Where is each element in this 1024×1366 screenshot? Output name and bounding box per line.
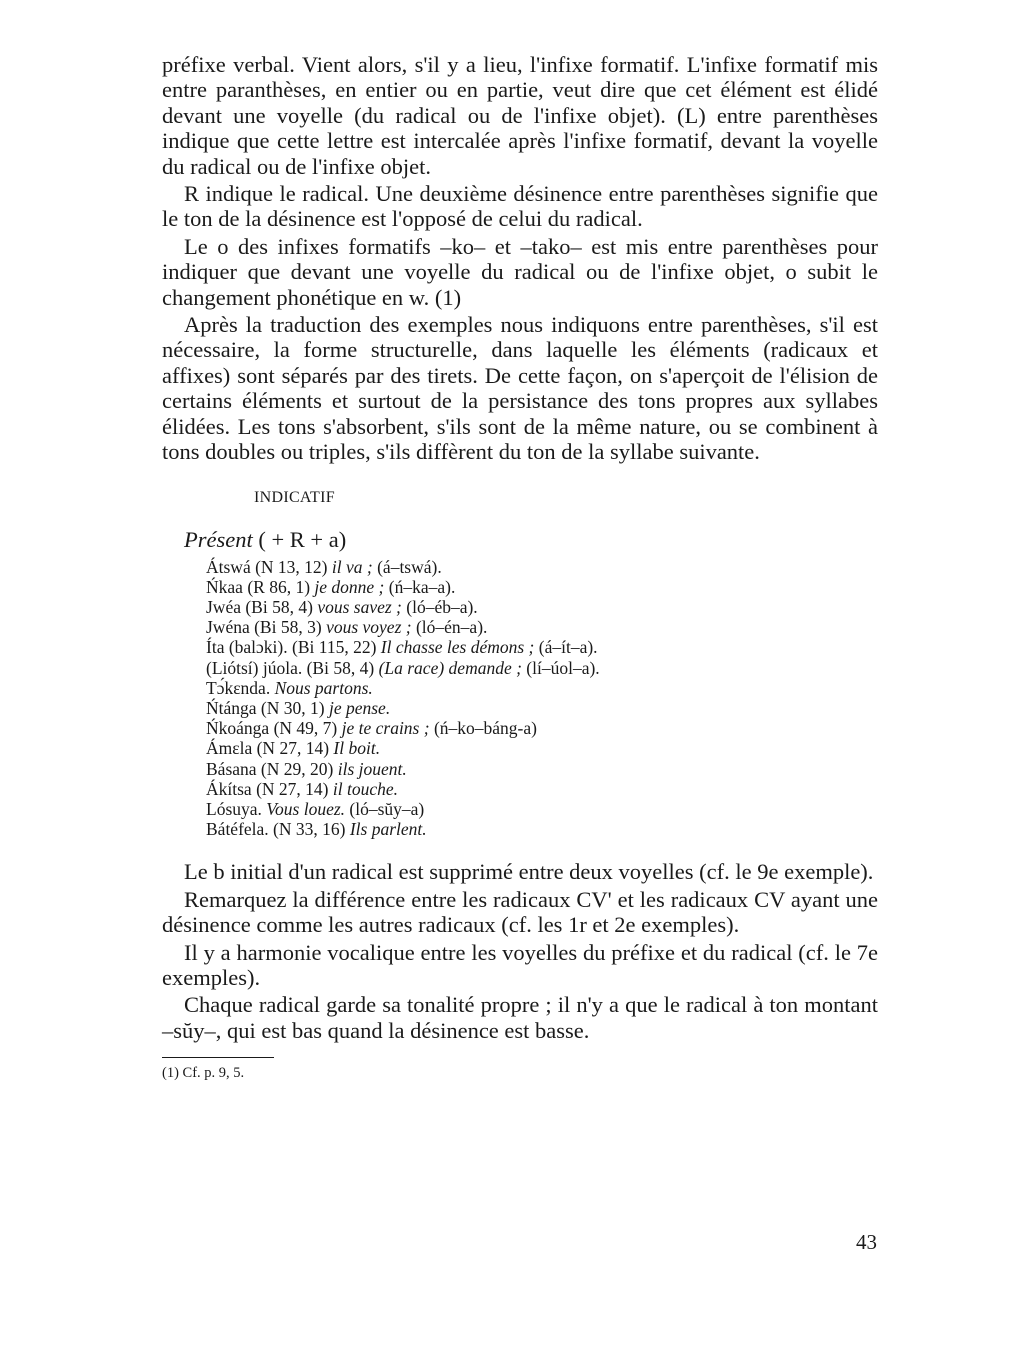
remark-2: Remarquez la différence entre les radicaux CV' et les radicaux CV ayant une désinence comme les autres radicaux (cf. les 1r et 2e exemples). [162, 886, 878, 938]
example-structure: (ló–sŭy–a) [349, 798, 425, 819]
example-gloss: il touche. [332, 778, 398, 799]
paragraph-3: Le o des infixes formatifs –ko– et –tako– est mis entre parenthèses pour indiquer que devant une voyelle du radical ou de l'infixe objet, o subit le changement phonétique en w. (1) [162, 233, 878, 310]
example-structure: (ló–éb–a). [406, 596, 478, 617]
example-reference: (N 13, 12) [255, 556, 328, 577]
example-gloss: vous voyez ; [326, 617, 412, 638]
example-gloss: Vous louez. [266, 798, 346, 819]
example-structure: (lí–úol–a). [526, 657, 600, 678]
example-word: Jwéa [206, 596, 241, 617]
example-word: Ákítsa [206, 778, 252, 799]
example-word: Ńkaa [206, 576, 243, 597]
example-reference: (N 29, 20) [260, 758, 334, 779]
example-word: Lósuya. [206, 798, 262, 819]
example-gloss: je pense. [328, 697, 391, 718]
remark-3: Il y a harmonie vocalique entre les voyelles du préfixe et du radical (cf. le 7e exemples). [162, 939, 878, 990]
present-title: Présent [184, 526, 253, 552]
example-reference: (N 30, 1) [260, 697, 325, 718]
example-reference: (Bi 58, 3) [254, 617, 322, 638]
example-reference: (Bi 58, 4) [306, 657, 375, 678]
example-word: Jwéna [206, 617, 250, 638]
example-word: Átswá [206, 556, 251, 577]
example-word: (Liótsí) júola. [206, 657, 303, 678]
example-item [206, 799, 878, 819]
example-gloss: Nous partons. [274, 677, 373, 698]
example-item [206, 557, 878, 577]
example-word: Ńkoánga [206, 718, 270, 739]
example-item [206, 819, 878, 839]
footnote-divider [162, 1057, 274, 1058]
example-item [206, 577, 878, 597]
section-heading: INDICATIF [254, 488, 335, 506]
example-item [206, 678, 878, 698]
footnote: (1) Cf. p. 9, 5. [162, 1065, 245, 1082]
example-gloss: (La race) demande ; [378, 657, 522, 678]
example-word: Tɔ́kɛnda. [206, 677, 271, 698]
remarks [162, 859, 878, 1043]
example-list [162, 557, 878, 840]
example-item [206, 738, 878, 758]
example-item [206, 759, 878, 779]
example-word: Íta (balɔki). [206, 637, 288, 658]
example-item [206, 718, 878, 738]
example-item [206, 698, 878, 718]
paragraph-4: Après la traduction des exemples nous indiquons entre parenthèses, s'il est nécessaire, la forme structurelle, dans laquelle les éléments (radicaux et affixes) sont séparés par des tirets. De cette façon, on s'aperçoit de l'élision de certains éléments et surtout de la persistance des tons propres aux syllabes élidées. Les tons s'absorbent, s'ils sont de la même nature, ou se combinent à tons doubles ou triples, s'ils diffèrent du ton de la syllabe suivante. [162, 312, 878, 465]
example-gloss: Il chasse les démons ; [380, 637, 535, 658]
example-structure: (ń–ka–a). [388, 576, 456, 597]
paragraph-2: R indique le radical. Une deuxième désinence entre parenthèses signifie que le ton de la désinence est l'opposé de celui du radical. [162, 181, 878, 232]
example-item [206, 637, 878, 657]
example-structure: (á–ít–a). [538, 637, 598, 658]
example-gloss: Ils parlent. [349, 819, 427, 840]
page-number: 43 [856, 1230, 877, 1254]
example-reference: (N 33, 16) [273, 819, 346, 840]
example-word: Bátéfela. [206, 819, 269, 840]
example-gloss: Il boit. [333, 738, 381, 759]
example-gloss: ils jouent. [337, 758, 407, 779]
page-body [162, 52, 878, 1082]
example-word: Básana [206, 758, 257, 779]
example-item [206, 658, 878, 678]
example-item [206, 597, 878, 617]
example-word: Ámɛla [206, 738, 253, 759]
example-gloss: vous savez ; [317, 596, 402, 617]
present-formula: ( + R + a) [258, 526, 347, 552]
example-structure: (ń–ko–báng-a) [433, 718, 537, 739]
remark-4: Chaque radical garde sa tonalité propre ; il n'y a que le radical à ton montant –sŭy–, qui est bas quand la désinence est basse. [162, 992, 878, 1043]
example-gloss: il va ; [331, 556, 373, 577]
remark-1: Le b initial d'un radical est supprimé entre deux voyelles (cf. le 9e exemple). [184, 859, 874, 885]
example-item [206, 617, 878, 637]
example-gloss: je donne ; [314, 576, 385, 597]
example-structure: (á–tswá). [377, 556, 442, 577]
example-reference: (N 27, 14) [256, 738, 330, 759]
example-reference: (N 27, 14) [256, 778, 329, 799]
example-reference: (N 49, 7) [273, 718, 338, 739]
example-structure: (ló–én–a). [415, 617, 488, 638]
example-reference: (Bi 115, 22) [292, 637, 377, 658]
example-reference: (R 86, 1) [247, 576, 311, 597]
present-heading [184, 527, 878, 553]
example-word: Ńtánga [206, 697, 257, 718]
paragraph-1: préfixe verbal. Vient alors, s'il y a lieu, l'infixe formatif. L'infixe formatif mis entre paranthèses, en entier ou en partie, veut dire que cet élément est élidé devant une voyelle (du radical ou de l'infixe objet). (L) entre parenthèses indique que cette lettre est intercalée après l'infixe formatif, devant la voyelle du radical ou de l'infixe objet. [162, 52, 878, 179]
example-item [206, 779, 878, 799]
example-reference: (Bi 58, 4) [245, 596, 313, 617]
example-gloss: je te crains ; [341, 718, 430, 739]
